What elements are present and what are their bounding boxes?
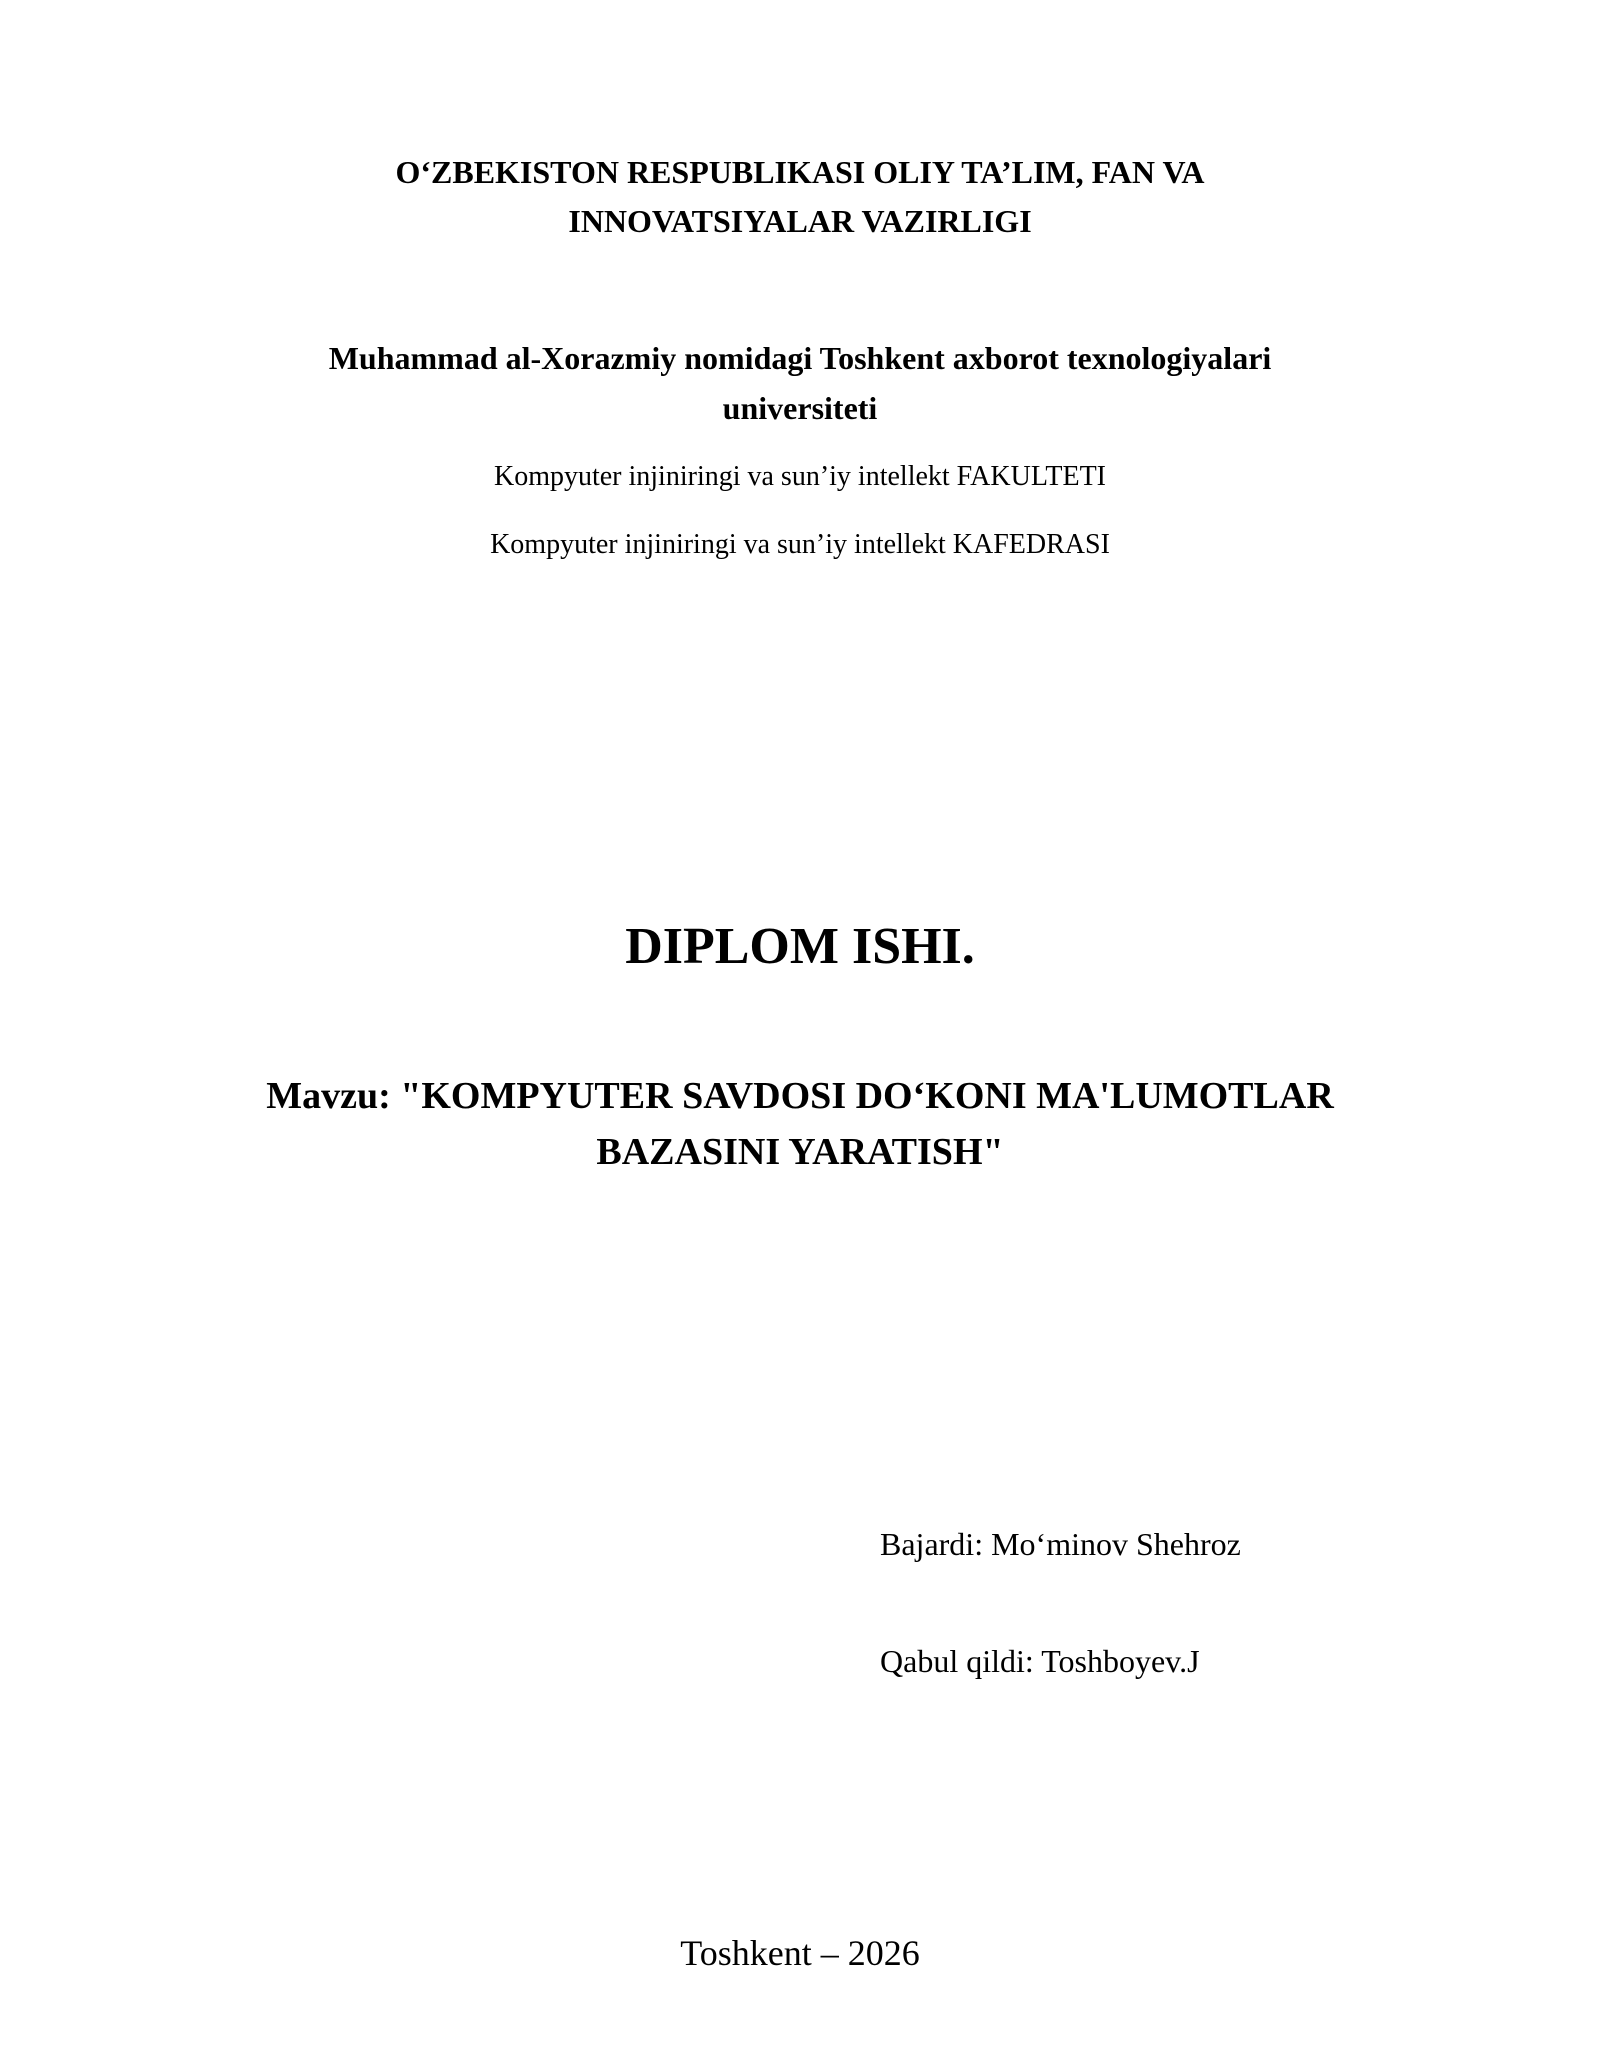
thesis-topic-line-1: Mavzu: "KOMPYUTER SAVDOSI DO‘KONI MA'LUMOTLAR — [266, 1075, 1334, 1117]
thesis-topic — [0, 1068, 1600, 1180]
supervisor-credit: Qabul qildi: Toshboyev.J — [880, 1643, 1200, 1679]
faculty-name: Kompyuter injiniringi va sun’iy intellekt FAKULTETI — [493, 461, 1107, 492]
university-name-line-1: Muhammad al-Xorazmiy nomidagi Toshkent axborot texnologiyalari — [328, 340, 1272, 376]
document-title: DIPLOM ISHI. — [625, 918, 975, 975]
city-year: Toshkent – 2026 — [680, 1933, 920, 1973]
thesis-topic-line-2: BAZASINI YARATISH" — [596, 1131, 1004, 1173]
university-name-line-2: universiteti — [722, 390, 878, 426]
ministry-heading-line-1: O‘ZBEKISTON RESPUBLIKASI OLIY TA’LIM, FAN VA — [395, 154, 1205, 190]
author-credit: Bajardi: Mo‘minov Shehroz — [880, 1526, 1241, 1562]
ministry-heading — [0, 148, 1600, 246]
ministry-heading-line-2: INNOVATSIYALAR VAZIRLIGI — [568, 203, 1032, 239]
department-name: Kompyuter injiniringi va sun’iy intellekt KAFEDRASI — [490, 529, 1110, 560]
university-name — [0, 333, 1600, 433]
